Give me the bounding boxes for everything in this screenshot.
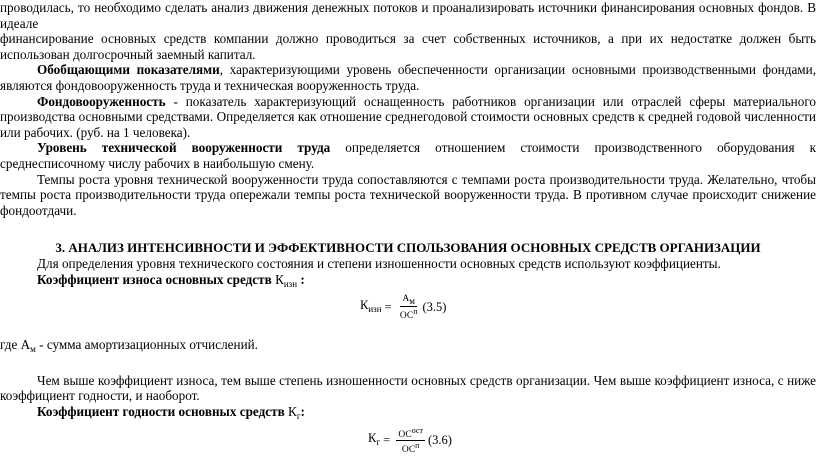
para-general-indicators [0, 62, 816, 93]
para3-text: - показатель характеризующий оснащенность работников организации или отраслей сферы материального производства основными средствами. Определяется как отношение среднегодовой стоимости основных средств к средней годовой численности или рабочих. (руб. на 1 человека). [0, 93, 816, 140]
wear-colon: : [297, 271, 305, 287]
formula-3-5-fraction: $\frac{Ам}{ОС^п}$ [399, 294, 418, 322]
formula-3-6-lhs: $К_г$ [368, 431, 381, 448]
validity-label-text: Коэффициент годности основных средств [37, 403, 289, 419]
para1-line3: использован долгосрочный заемный капитал. [0, 46, 256, 62]
formula-3-5-eq: = [381, 299, 395, 314]
para1-line2: финансирование основных средств компании должно проводиться за счет собственных источников, а при их недостатке должен быть [0, 31, 816, 47]
para-tech-armament [0, 140, 816, 171]
term-tech-armament: Уровень технической вооруженности труда [37, 140, 331, 156]
wear-coefficient-label [0, 272, 816, 293]
formula-3-5-number: (3.5) [422, 299, 447, 314]
term-general-indicators: Обобщающими показателями [37, 62, 220, 78]
para-fondovooruzhennost [0, 94, 816, 141]
formula-3-6 [0, 424, 816, 454]
formula-3-6-number: (3.6) [427, 433, 452, 448]
formula-3-5 [0, 292, 816, 322]
wear-label-text: Коэффициент износа основных средств [37, 271, 276, 287]
para-growth-rates: Темпы роста уровня технической вооруженности труда сопоставляются с темпами роста производительности труда. Желательно, чтобы темпы роста производительности труда опережали темпы роста технической вооруженности труда. В противном случае происходит снижение фондоотдачи. [0, 171, 816, 218]
validity-symbol: $К_г$ [288, 403, 301, 421]
section-intro: Для определения уровня технического состояния и степени изношенности основных средств используют коэффициенты. [37, 255, 721, 271]
para4-text: определяется отношением стоимости производственного оборудования к среднесписочному числу рабочих в наибольшую смену. [0, 140, 816, 171]
formula-3-6-fraction: $\frac{ОС^{ост}}{ОС^п}$ [398, 426, 423, 456]
validity-coefficient-label [0, 404, 816, 425]
where-amortization: где $А_м$ - сумма амортизационных отчислений. [0, 337, 258, 355]
section-heading: 3. АНАЛИЗ ИНТЕНСИВНОСТИ И ЭФФЕКТИВНОСТИ СПОЛЬЗОВАНИЯ ОСНОВНЫХ СРЕДСТВ ОРГАНИЗАЦИИ [55, 240, 761, 256]
para-wear-meaning: Чем выше коэффициент износа, тем выше степень изношенности основных средств организации. Чем выше коэффициент износа, с ниже коэффициент годности, и наоборот. [0, 372, 816, 404]
para2-text: , характеризующими уровень обеспеченности организации основными производственными фондами, являются фондовооруженность труда и техническая вооруженность труда. [0, 62, 816, 93]
formula-3-5-lhs: $К_{изн}$ [360, 297, 382, 314]
validity-colon: : [300, 403, 305, 419]
wear-symbol: $К_{изн}$ [275, 271, 298, 289]
formula-3-6-eq: = [380, 433, 394, 448]
para1-line1: проводилась, то необходимо сделать анализ движения денежных потоков и проанализировать источники финансирования основных фондов. В идеале [0, 0, 816, 31]
term-fondovooruzhennost: Фондовооруженность [37, 93, 166, 109]
